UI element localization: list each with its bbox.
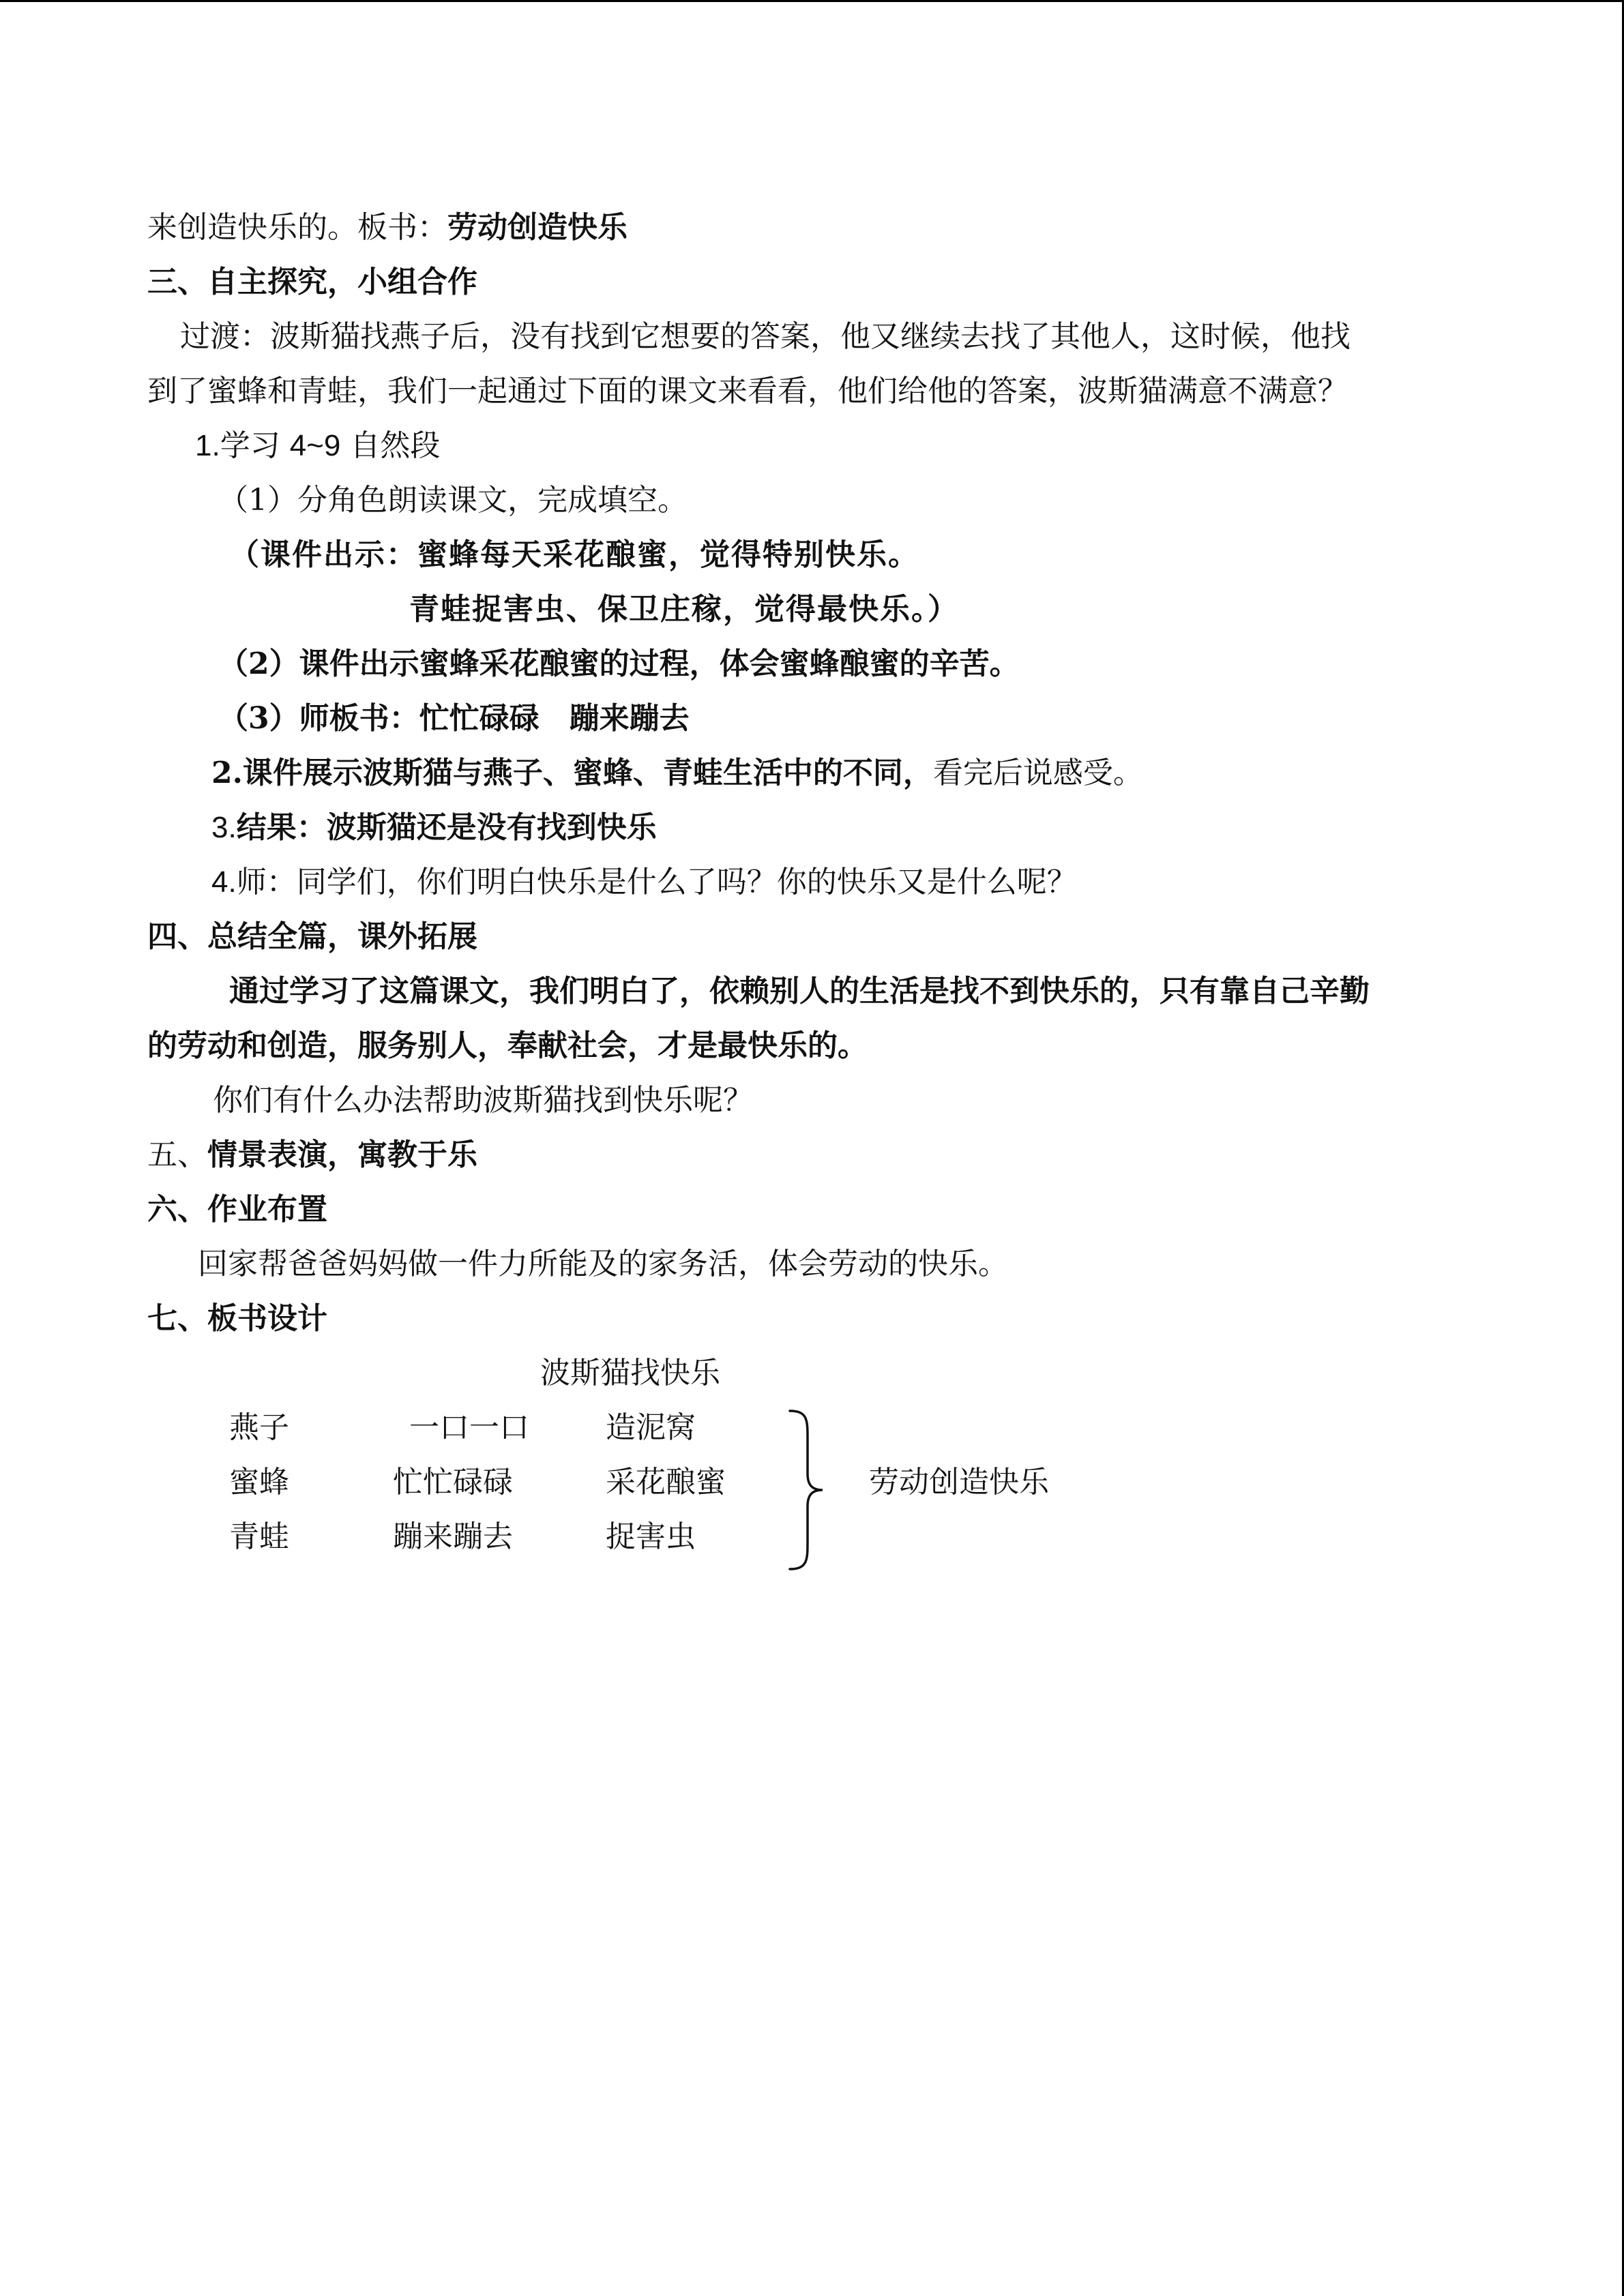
right-brace-icon [784, 1408, 825, 1572]
section-heading-3: 三、自主探究，小组合作 [147, 265, 477, 299]
line-text: 4~9 [289, 429, 341, 462]
section-heading-5 [147, 1136, 477, 1174]
text-line: 回家帮爸爸妈妈做一件力所能及的家务活，体会劳动的快乐。 [198, 1247, 1008, 1281]
board-conclusion: 劳动创造快乐 [869, 1465, 1049, 1500]
line-text-bold: 2.课件展示波斯猫与燕子、蜜蜂、青蛙生活中的不同， [211, 756, 933, 790]
text-line [211, 863, 1077, 901]
text-line [211, 809, 657, 847]
text-line: 你们有什么办法帮助波斯猫找到快乐呢？ [213, 1083, 753, 1118]
section-heading-7: 七、板书设计 [147, 1301, 327, 1336]
board-cell: 采花酿蜜 [606, 1465, 726, 1500]
text-line: 到了蜜蜂和青蛙，我们一起通过下面的课文来看看，他们给他的答案，波斯猫满意不满意？ [147, 374, 1348, 408]
board-cell: 一口一口 [409, 1410, 529, 1445]
text-line: 通过学习了这篇课文，我们明白了，依赖别人的生活是找不到快乐的，只有靠自己辛勤 [229, 974, 1370, 1009]
text-line [195, 427, 440, 465]
heading-number: 五、 [147, 1137, 207, 1172]
text-line [211, 754, 1143, 792]
section-heading-4: 四、总结全篇，课外拓展 [147, 919, 477, 954]
board-title: 波斯猫找快乐 [540, 1356, 720, 1390]
section-heading-6: 六、作业布置 [147, 1192, 327, 1227]
line-text: 看完后说感受。 [932, 756, 1143, 790]
line-text: 自然段 [340, 428, 441, 463]
item-number: 3. [211, 811, 237, 844]
item-number: 1. [195, 429, 220, 462]
text-line: 的劳动和创造，服务别人，奉献社会，才是最快乐的。 [147, 1028, 868, 1063]
board-cell: 忙忙碌碌 [393, 1465, 513, 1500]
page-top-border [0, 0, 1624, 2]
line-text: 师：同学们，你们明白快乐是什么了吗？你的快乐又是什么呢？ [236, 865, 1077, 899]
text-line: （1）分角色朗读课文，完成填空。 [218, 483, 688, 518]
item-number: 4. [211, 865, 237, 899]
text-line: （2）课件出示蜜蜂采花酿蜜的过程，体会蜜蜂酿蜜的辛苦。 [218, 646, 1020, 681]
board-cell: 造泥窝 [606, 1410, 696, 1445]
text-line: 过渡：波斯猫找燕子后，没有找到它想要的答案，他又继续去找了其他人，这时候，他找 [180, 319, 1350, 354]
text-line [147, 209, 628, 247]
text-line: （课件出示：蜜蜂每天采花酿蜜，觉得特别快乐。 [229, 537, 919, 572]
heading-text: 情景表演，寓教于乐 [207, 1137, 477, 1172]
board-cell: 蹦来蹦去 [393, 1519, 513, 1554]
board-cell: 捉害虫 [606, 1519, 696, 1554]
line-text: 来创造快乐的。板书： [147, 210, 447, 245]
line-text: 学习 [220, 428, 290, 463]
text-line: （3）师板书：忙忙碌碌 蹦来蹦去 [218, 701, 690, 736]
text-line: 青蛙捉害虫、保卫庄稼，觉得最快乐。） [409, 592, 959, 627]
board-cell: 燕子 [229, 1410, 289, 1445]
board-cell: 蜜蜂 [229, 1465, 289, 1500]
line-text-bold: 结果：波斯猫还是没有找到快乐 [236, 810, 657, 845]
line-text-bold: 劳动创造快乐 [447, 210, 628, 245]
board-cell: 青蛙 [229, 1519, 289, 1554]
